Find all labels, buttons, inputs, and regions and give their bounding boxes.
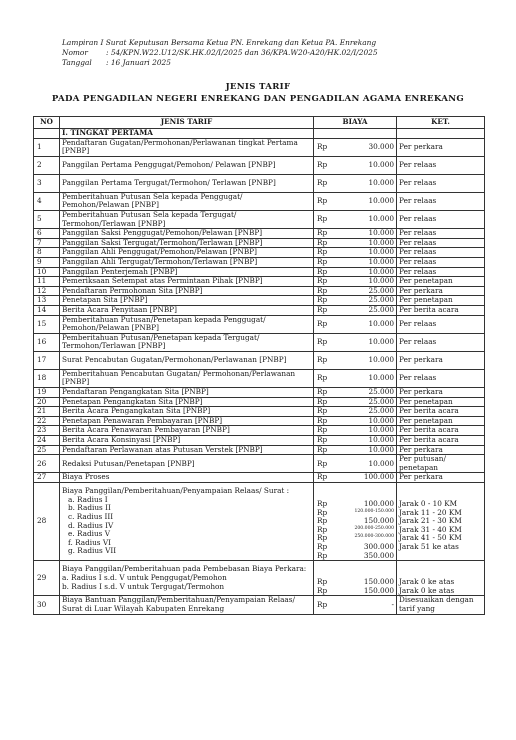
item-currency: Rp [317,507,328,517]
row-number: 15 [34,315,60,333]
row-number: 28 [34,483,60,561]
section-title: I. TINGKAT PERTAMA [60,129,314,139]
row-ket: Per relaas [397,174,485,192]
header-biaya: BIAYA [314,117,397,129]
row-jenis [60,483,314,561]
row-number: 13 [34,296,60,306]
row-amount: 10.000 [342,210,397,228]
row-currency: Rp [314,473,342,483]
item-amount: 120.000-150.000 [354,508,394,514]
row-currency: Rp [314,267,342,277]
table-row [34,248,485,258]
row-currency: Rp [314,369,342,387]
spacer [399,561,482,578]
row-ket: Per relaas [397,229,485,239]
row-ket: Per penetapan [397,277,485,287]
row-ket: Per perkara [397,388,485,398]
table-row [34,229,485,239]
row-amount: 10.000 [342,257,397,267]
row-jenis [60,561,314,596]
table-row [34,561,485,596]
table-row [34,257,485,267]
row-ket: Per berita acara [397,426,485,436]
item-label: a. Radius I [68,494,108,504]
section-row [34,129,485,139]
row-currency: Rp [314,333,342,351]
row-number: 12 [34,286,60,296]
row-ket: Per berita acara [397,407,485,417]
row-jenis: Pendaftaran Gugatan/Permohonan/Perlawanan tingkat Pertama [PNBP] [60,138,314,156]
row-ket: Per perkara [397,138,485,156]
row-ket: Per relaas [397,210,485,228]
row-jenis: Penetapan Pengangkatan Sita [PNBP] [60,397,314,407]
row-currency: Rp [314,257,342,267]
row-amount [342,483,397,561]
row-amount: 25.000 [342,388,397,398]
table-row [34,473,485,483]
table-header [34,117,485,129]
row-jenis: Panggilan Penterjemah [PNBP] [60,267,314,277]
row-currency: Rp [314,416,342,426]
row-jenis: Pendaftaran Permohonan Sita [PNBP] [60,286,314,296]
row-amount: - [342,596,397,614]
row-heading: Biaya Panggilan/Pemberitahuan pada Pembebasan Biaya Perkara: [62,564,307,574]
row-jenis: Biaya Proses [60,473,314,483]
header-jenis: JENIS TARIF [60,117,314,129]
item-label: f. Radius VI [68,537,112,547]
row-amount: 10.000 [342,445,397,455]
item-label: b. Radius II [68,503,111,513]
row-number: 21 [34,407,60,417]
table-row [34,369,485,387]
row-ket: Per relaas [397,248,485,258]
row-ket: Disesuaikan dengan tarif yang [397,596,485,614]
table-row [34,407,485,417]
row-number: 9 [34,257,60,267]
row-jenis: Penetapan Penawaran Pembayaran [PNBP] [60,416,314,426]
row-amount: 25.000 [342,305,397,315]
row-jenis: Redaksi Putusan/Penetapan [PNBP] [60,455,314,473]
row-jenis: Pemberitahuan Pencabutan Gugatan/ Permohonan/Perlawanan [PNBP] [60,369,314,387]
row-amount: 10.000 [342,156,397,174]
table-row [34,296,485,306]
table-row [34,277,485,287]
row-jenis: Berita Acara Konsinyasi [PNBP] [60,436,314,446]
item-amount: 150.000 [363,585,394,595]
row-amount: 25.000 [342,286,397,296]
row-jenis: Panggilan Saksi Penggugat/Pemohon/Pelawan [PNBP] [60,229,314,239]
row-number: 27 [34,473,60,483]
item-amount: 250.000-300.000 [354,534,394,540]
row-amount: 10.000 [342,315,397,333]
row-jenis: Biaya Bantuan Panggilan/Pemberitahuan/Penyampaian Relaas/ Surat di Luar Wilayah Kabupaten Enrekang [60,596,314,614]
row-ket: Per relaas [397,315,485,333]
row-amount: 10.000 [342,277,397,287]
item-ket: Jarak 21 - 30 KM [399,516,462,526]
table-row [34,333,485,351]
item-currency: Rp [317,533,328,543]
table-row [34,596,485,614]
row-ket: Per relaas [397,369,485,387]
row-amount: 10.000 [342,369,397,387]
row-currency: Rp [314,210,342,228]
row-jenis: Panggilan Ahli Tergugat/Termohon/Terlawan [PNBP] [60,257,314,267]
row-currency: Rp [314,426,342,436]
row-heading: Biaya Panggilan/Pemberitahuan/Penyampaian Relaas/ Surat : [62,486,290,496]
row-ket: Per relaas [397,267,485,277]
row-number: 11 [34,277,60,287]
row-currency: Rp [314,296,342,306]
row-amount: 30.000 [342,138,397,156]
row-number: 17 [34,351,60,369]
row-number: 1 [34,138,60,156]
item-amount: 350.000 [363,550,394,560]
row-amount: 10.000 [342,248,397,258]
row-currency: Rp [314,238,342,248]
item-currency: Rp [317,499,328,508]
row-amount: 10.000 [342,416,397,426]
row-number: 14 [34,305,60,315]
table-row [34,174,485,192]
row-ket: Per penetapan [397,296,485,306]
row-jenis: Pemeriksaan Setempat atas Permintaan Pihak [PNBP] [60,277,314,287]
row-ket: Per perkara [397,286,485,296]
spacer [344,561,395,578]
nomor-value: : 54/KPN.W22.U12/SK.HK.02/I/2025 dan 36/KPA.W20-A20/HK.02/I/2025 [106,48,378,57]
row-ket: Per relaas [397,333,485,351]
row-currency: Rp [314,407,342,417]
row-amount: 10.000 [342,174,397,192]
table-row [34,156,485,174]
row-ket: Per berita acara [397,436,485,446]
table-row [34,351,485,369]
table-row [34,305,485,315]
row-ket: Per perkara [397,445,485,455]
row-number: 10 [34,267,60,277]
row-jenis: Panggilan Ahli Penggugat/Pemohon/Pelawan [PNBP] [60,248,314,258]
item-label: g. Radius VII [68,546,117,556]
item-label: a. Radius I s.d. V untuk Penggugat/Pemohon [62,572,227,582]
row-jenis: Berita Acara Pengangkatan Sita [PNBP] [60,407,314,417]
row-jenis: Pemberitahuan Putusan/Penetapan kepada Tergugat/ Termohon/Terlawan [PNBP] [60,333,314,351]
row-number: 16 [34,333,60,351]
table-row [34,436,485,446]
item-ket [399,552,482,561]
row-number: 4 [34,192,60,210]
row-number: 8 [34,248,60,258]
row-currency: Rp [314,229,342,239]
row-currency: Rp [314,192,342,210]
row-jenis: Berita Acara Penyitaan [PNBP] [60,305,314,315]
tanggal-label: Tanggal [62,58,92,67]
row-amount: 10.000 [342,436,397,446]
row-number: 7 [34,238,60,248]
row-ket [397,561,485,596]
row-jenis: Pendaftaran Pengangkatan Sita [PNBP] [60,388,314,398]
table-row [34,210,485,228]
row-jenis: Berita Acara Penawaran Pembayaran [PNBP] [60,426,314,436]
table-row [34,192,485,210]
row-currency: Rp [314,436,342,446]
table-row [34,315,485,333]
item-ket: Jarak 0 ke atas [399,577,455,587]
item-ket: Jarak 31 - 40 KM [399,524,462,534]
row-currency [314,483,342,561]
tariff-table [33,116,485,615]
row-currency: Rp [314,455,342,473]
reference-block [62,38,378,68]
row-amount: 10.000 [342,333,397,351]
row-currency: Rp [314,596,342,614]
header-no: NO [34,117,60,129]
row-number: 23 [34,426,60,436]
row-ket: Per relaas [397,238,485,248]
row-amount: 10.000 [342,351,397,369]
item-amount: 200.000-250.000 [354,525,394,531]
table-row [34,455,485,473]
item-ket: Jarak 0 - 10 KM [399,499,458,508]
reference-line: Lampiran I Surat Keputusan Bersama Ketua PN. Enrekang dan Ketua PA. Enrekang [62,38,377,47]
row-ket: Per relaas [397,156,485,174]
row-number: 26 [34,455,60,473]
row-number: 6 [34,229,60,239]
row-amount [342,561,397,596]
row-currency: Rp [314,277,342,287]
row-amount: 10.000 [342,229,397,239]
item-amount: 100.000 [363,499,394,508]
document-subtitle: PADA PENGADILAN NEGERI ENREKANG DAN PENGADILAN AGAMA ENREKANG [51,94,465,104]
row-currency: Rp [314,248,342,258]
row-currency: Rp [314,397,342,407]
row-ket: Per berita acara [397,305,485,315]
row-ket: Per relaas [397,257,485,267]
row-currency: Rp [314,388,342,398]
row-ket: Per putusan/ penetapan [397,455,485,473]
row-currency: Rp [314,138,342,156]
row-jenis: Penetapan Sita [PNBP] [60,296,314,306]
item-ket: Jarak 11 - 20 KM [399,507,462,517]
item-amount: 300.000 [363,541,394,551]
row-currency: Rp [314,305,342,315]
row-number: 29 [34,561,60,596]
table-body [34,129,485,615]
row-ket: Per penetapan [397,397,485,407]
row-number: 19 [34,388,60,398]
document-title: JENIS TARIF [225,82,291,92]
row-amount: 10.000 [342,192,397,210]
row-number: 5 [34,210,60,228]
table-row [34,388,485,398]
row-amount: 25.000 [342,407,397,417]
row-number: 30 [34,596,60,614]
tanggal-value: : 16 Januari 2025 [106,58,171,67]
row-number: 2 [34,156,60,174]
item-currency: Rp [317,516,328,526]
row-jenis: Surat Pencabutan Gugatan/Permohonan/Perlawanan [PNBP] [60,351,314,369]
row-jenis: Pemberitahuan Putusan Sela kepada Penggugat/ Pemohon/Pelawan [PNBP] [60,192,314,210]
row-amount: 10.000 [342,267,397,277]
row-ket: Per penetapan [397,416,485,426]
row-jenis: Pendaftaran Perlawanan atas Putusan Verstek [PNBP] [60,445,314,455]
item-ket: Jarak 0 ke atas [399,585,455,595]
item-currency: Rp [317,585,328,595]
row-ket: Per relaas [397,192,485,210]
row-amount: 25.000 [342,397,397,407]
row-jenis: Pemberitahuan Putusan/Penetapan kepada Penggugat/ Pemohon/Pelawan [PNBP] [60,315,314,333]
row-currency: Rp [314,315,342,333]
item-currency: Rp [317,524,328,534]
item-label: c. Radius III [68,511,114,521]
item-amount: 150.000 [363,516,394,526]
item-label: b. Radius I s.d. V untuk Tergugat/Termohon [62,581,225,591]
row-number: 3 [34,174,60,192]
table-row [34,138,485,156]
spacer [317,483,340,500]
header-ket: KET. [397,117,485,129]
row-ket [397,483,485,561]
item-currency: Rp [317,577,328,587]
row-number: 24 [34,436,60,446]
row-jenis: Panggilan Saksi Tergugat/Termohon/Terlawan [PNBP] [60,238,314,248]
row-jenis: Pemberitahuan Putusan Sela kepada Tergugat/ Termohon/Terlawan [PNBP] [60,210,314,228]
row-amount: 25.000 [342,296,397,306]
row-ket: Per perkara [397,351,485,369]
row-amount: 10.000 [342,426,397,436]
row-jenis: Panggilan Pertama Tergugat/Termohon/ Terlawan [PNBP] [60,174,314,192]
row-currency: Rp [314,174,342,192]
row-currency: Rp [314,286,342,296]
row-currency: Rp [314,351,342,369]
row-number: 18 [34,369,60,387]
row-currency: Rp [314,445,342,455]
row-number: 25 [34,445,60,455]
nomor-label: Nomor [62,48,88,57]
item-label: d. Radius IV [68,520,114,530]
row-amount: 100.000 [342,473,397,483]
item-currency: Rp [317,550,328,560]
row-number: 20 [34,397,60,407]
table-row [34,483,485,561]
item-currency: Rp [317,541,328,551]
spacer [317,561,340,578]
row-currency [314,561,342,596]
row-number: 22 [34,416,60,426]
spacer [399,483,482,500]
row-amount: 10.000 [342,238,397,248]
spacer [344,483,395,500]
row-amount: 10.000 [342,455,397,473]
row-currency: Rp [314,156,342,174]
item-label: e. Radius V [68,529,111,539]
row-ket: Per perkara [397,473,485,483]
row-jenis: Panggilan Pertama Penggugat/Pemohon/ Pelawan [PNBP] [60,156,314,174]
item-ket: Jarak 51 ke atas [399,541,459,551]
item-ket: Jarak 41 - 50 KM [399,533,462,543]
item-amount: 150.000 [363,577,394,587]
